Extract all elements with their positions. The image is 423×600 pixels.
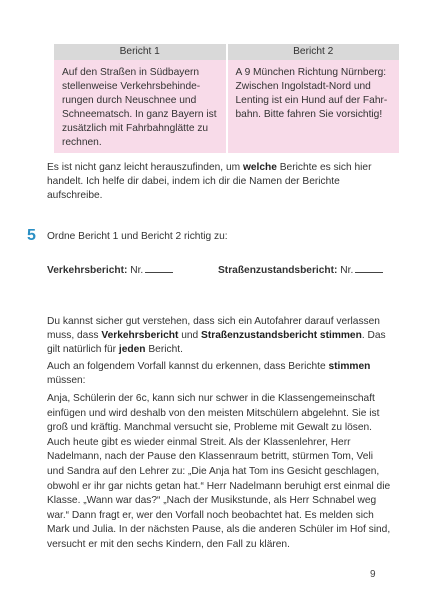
intro-text-1: Es ist nicht ganz leicht herauszufinden, um [47, 162, 243, 173]
para1-text-1: Du kannst sicher gut verstehen, dass sich ein Autofahrer darauf verlassen muss, dass [47, 316, 380, 341]
road-condition-blank[interactable] [355, 263, 383, 273]
road-condition-label: Straßenzustandsbericht: [218, 265, 338, 276]
table-header-report-1: Bericht 1 [54, 44, 227, 60]
page-number: 9 [370, 569, 376, 580]
para1-bold-2: Straßenzustandsbericht stimmen [201, 330, 362, 341]
para2-text-1: Auch an folgendem Vorfall kannst du erkennen, dass Berichte [47, 361, 329, 372]
intro-text-2: Berichte es sich hier handelt. Ich helfe dir dabei, indem ich dir die Namen der Berichte aufschreibe. [47, 162, 372, 201]
para1-bold-1: Verkehrsbericht [101, 330, 179, 341]
intro-bold: welche [242, 162, 277, 173]
para1-bold-3: jeden [118, 344, 146, 355]
paragraph-reliability [47, 315, 392, 357]
para1-text-3: . Das gilt natürlich für [47, 330, 386, 355]
intro-paragraph [47, 161, 392, 203]
paragraph-incident-intro [47, 360, 392, 388]
task-number: 5 [27, 227, 36, 244]
para2-text-2: müssen: [47, 375, 86, 386]
report-2-text: A 9 München Richtung Nürnberg: Zwischen Ingolstadt-Nord und Lenting ist ein Hund auf der Fahr-bahn. Bitte fahren Sie vorsichtig! [227, 60, 400, 153]
traffic-report-nr: Nr. [127, 265, 144, 276]
para2-bold: stimmen [328, 361, 371, 372]
para1-text-4: Bericht. [145, 344, 183, 355]
road-condition-nr: Nr. [337, 265, 354, 276]
reports-table [54, 44, 399, 153]
report-1-text: Auf den Straßen in Südbayern stellenweise Verkehrsbehinde-rungen durch Neuschnee und Schneematsch. In ganz Bayern ist zusätzlich mit Fahrbahnglätte zu rechnen. [54, 60, 227, 153]
traffic-report-blank[interactable] [145, 263, 173, 273]
traffic-report-answer [47, 263, 173, 276]
para1-text-2: und [178, 330, 202, 341]
traffic-report-label: Verkehrsbericht: [47, 265, 128, 276]
task-instruction: Ordne Bericht 1 und Bericht 2 richtig zu: [47, 231, 228, 242]
road-condition-answer [218, 263, 383, 276]
table-header-report-2: Bericht 2 [227, 44, 400, 60]
story-paragraph: Anja, Schülerin der 6c, kann sich nur schwer in die Klassengemeinschaft einfügen und wird deshalb von den meisten Mitschülern abgelehnt. Sie ist groß und kräftig. Manchmal versucht sie, Probleme mit Gewalt zu lösen. Auch heute gibt es wieder einmal Streit. Als der Klassenlehrer, Herr Nadelmann, nach der Pause den Klassenraum betritt, stürmen Tom, Veli und Sandra auf den Lehrer zu: „Die Anja hat Tom ins Gesicht geschlagen, obwohl er ihr gar nichts getan hat.“ Herr Nadelmann beruhigt erst einmal die Klasse. „Wann war das?“ „Nach der Musikstunde, als Herr Schnabel weg war.“ Dann fragt er, wer den Vorfall noch beobachtet hat. Es melden sich Mark und Julia. In der nächsten Pause, als die anderen Schüler im Hof sind, versucht er mit den sechs Kindern, den Fall zu klären. [47, 393, 391, 550]
